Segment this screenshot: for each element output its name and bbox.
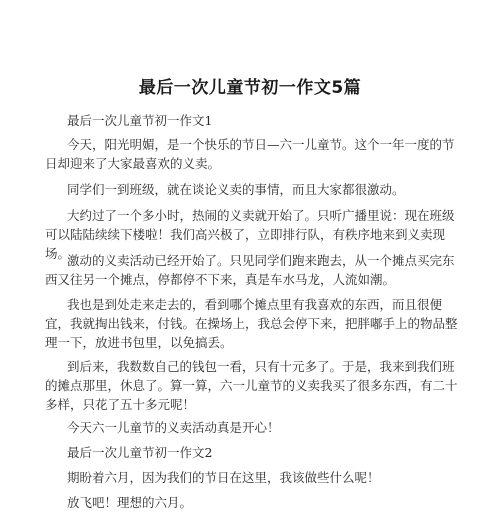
paragraph: 同学们一到班级，就在谈论义卖的事情，而且大家都很激动。: [67, 182, 405, 197]
paragraph: 我也是到处走来走去的，看到哪个摊点里有我喜欢的东西，而且很便宜，我就掏出钱来，付钱。在操场上，我总会停下来，把胖嘟手上的物品整理一下，放进书包里，以免搞丢。: [45, 297, 458, 350]
paragraph: 到后来，我数数自己的钱包一看，只有十元多了。于是，我来到我们班的摊点那里，休息了。算一算，六一儿童节的义卖我买了很多东西，有二十多样，只花了五十多元呢！: [45, 359, 458, 412]
paragraph: 今天六一儿童节的义卖活动真是开心！: [67, 420, 280, 435]
section-heading: 最后一次儿童节初一作文2: [67, 445, 213, 460]
paragraph: 期盼着六月，因为我们的节日在这里，我该做些什么呢！: [67, 470, 380, 485]
paragraph: 今天，阳光明媚，是一个快乐的节日—六一儿童节。这个一年一度的节日却迎来了大家最喜欢的义卖。: [45, 137, 455, 171]
document-title: 最后一次儿童节初一作文5篇: [138, 78, 362, 98]
paragraph: 放飞吧！理想的六月。: [67, 495, 193, 510]
paragraph: 激动的义卖活动已经开始了。只见同学们跑来跑去，从一个摊点买完东西又往另一个摊点，停都停不下来，真是车水马龙，人流如潮。: [45, 253, 455, 287]
section-heading: 最后一次儿童节初一作文1: [67, 113, 213, 128]
paragraph: 大约过了一个多小时，热闹的义卖就开始了。只听广播里说：现在班级可以陆陆续续下楼啦！我们高兴极了，立即排行队，有秩序地来到义卖现场。: [45, 208, 455, 261]
